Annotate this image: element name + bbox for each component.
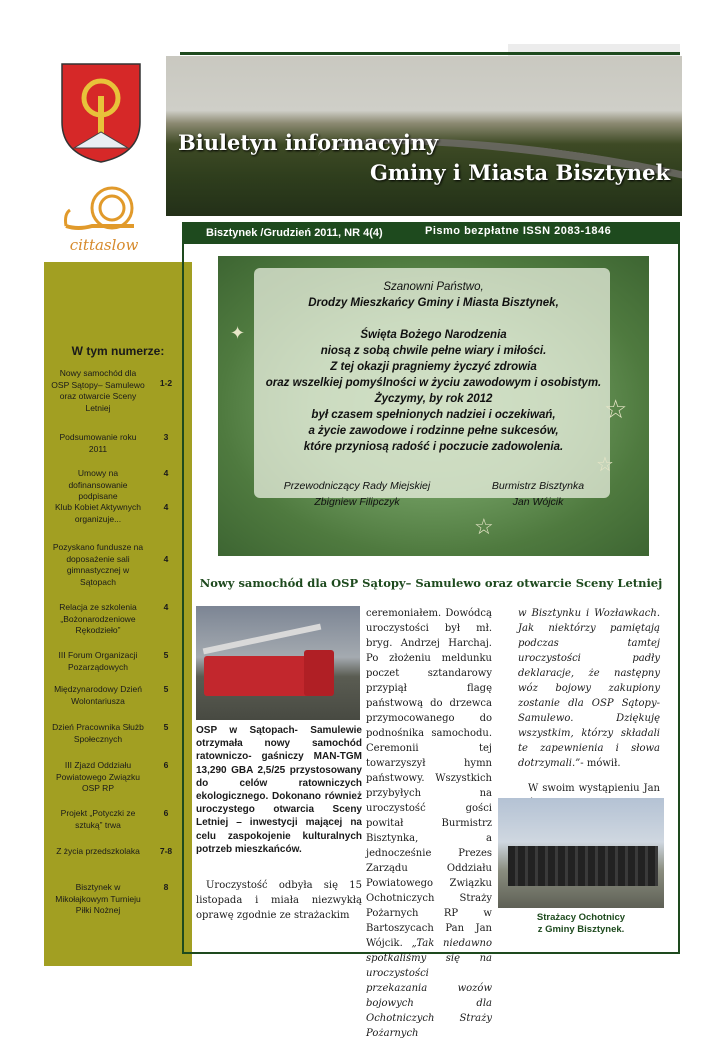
toc-item-title: Umowy na dofinansowanie podpisane xyxy=(68,468,128,501)
toc-item-title: Klub Kobiet Aktywnych organizuje... xyxy=(55,502,141,524)
photo-caption-line: z Gminy Bisztynek. xyxy=(537,924,625,935)
issn-label: Pismo bezpłatne ISSN 2083-1846 xyxy=(425,225,612,237)
greeting-line: oraz wszelkiej pomyślności w życiu zawodowym i osobistym. xyxy=(265,377,602,389)
star-icon: ☆ xyxy=(474,514,494,539)
toc-item-page: 8 xyxy=(163,882,169,892)
toc-item-page: 6 xyxy=(163,760,169,770)
toc-item-page: 4 xyxy=(163,468,169,478)
toc-item-title: Relacja ze szkolenia „Bożonarodzeniowe Rękodzieło” xyxy=(59,602,137,635)
signature-role: Przewodniczący Rady Miejskiej xyxy=(283,480,431,492)
header-banner xyxy=(166,56,682,216)
toc-item-page: 4 xyxy=(163,554,169,564)
star-icon: ✦ xyxy=(230,323,246,343)
toc-item-title: Projekt „Potyczki ze sztuką” trwa xyxy=(60,808,136,830)
article-quote: w Bisztynku i Wozławkach. Jak niektórzy pamiętają podczas tamtej uroczystości padły deklaracje, że następny wóz bojowy zakupiony zostanie dla OSP Sątopy- Samulewo. Dziękuję wszystkim, którzy składali te zapewnienia i słowa dotrzymali.” xyxy=(518,608,660,769)
toc-item-title: Z życia przedszkolaka xyxy=(56,846,140,856)
issue-info-bar xyxy=(182,222,680,244)
article-paragraph: - mówił. xyxy=(580,758,621,769)
star-icon: ☆ xyxy=(604,394,628,424)
article-headline: Nowy samochód dla OSP Sątopy– Samulewo oraz otwarcie Sceny Letniej xyxy=(199,576,663,590)
greeting-line: Z tej okazji pragniemy życzyć zdrowia xyxy=(330,361,537,373)
toc-item-page: 5 xyxy=(163,684,169,694)
toc-item-page: 5 xyxy=(163,722,169,732)
photo-caption-line: Strażacy Ochotnicy xyxy=(536,912,626,923)
toc-item-page: 4 xyxy=(163,602,169,612)
fire-truck-photo xyxy=(196,606,360,720)
greeting-line: a życie zawodowe i rodzinne pełne sukcesów, xyxy=(308,425,559,437)
sidebar-toc xyxy=(44,262,192,966)
issue-number: Bisztynek /Grudzień 2011, NR 4(4) xyxy=(206,227,383,239)
coat-of-arms-icon xyxy=(60,62,142,164)
toc-heading: W tym numerze: xyxy=(71,344,165,358)
top-decor-line xyxy=(180,52,680,55)
fire-truck xyxy=(204,656,332,696)
banner-title-line2: Gminy i Miasta Bisztynek xyxy=(370,160,671,185)
greeting-line: które przyniosą radość i poczucie zadowolenia. xyxy=(303,441,564,453)
greeting-line: Drodzy Mieszkańcy Gminy i Miasta Bisztynek, xyxy=(308,297,559,309)
toc-item-page: 5 xyxy=(163,650,169,660)
toc-item-title: III Forum Organizacji Pozarządowych xyxy=(58,650,138,672)
greeting-line: był czasem spełnionych nadziei i oczekiwań, xyxy=(311,409,556,421)
toc-item-title: Podsumowanie roku 2011 xyxy=(59,432,137,454)
article-paragraph: W swoim wystąpieniu Jan xyxy=(528,783,660,794)
signature-name: Zbigniew Filipczyk xyxy=(314,496,400,508)
article-text-col2 xyxy=(366,606,492,1041)
signature-role: Burmistrz Bisztynka xyxy=(491,480,585,492)
firefighters-photo xyxy=(498,798,664,908)
toc-item-page: 3 xyxy=(163,432,169,442)
signature-name: Jan Wójcik xyxy=(512,496,564,508)
toc-item-page: 4 xyxy=(163,502,169,512)
toc-item-page: 1-2 xyxy=(159,378,173,388)
greeting-line: Życzymy, by rok 2012 xyxy=(374,393,493,405)
toc-item-title: Międzynarodowy Dzień Wolontariusza xyxy=(54,684,142,706)
photo-caption: OSP w Sątopach- Samulewie otrzymała nowy samochód ratowniczo- gaśniczy MAN-TGM 13,290 GBA 2,5/25 przystosowany do celów ratowniczych ekologicznego. Dokonano również uroczystego otwarcia Sceny Letniej – inwestycji mającej na celu zaspokojenie kulturalnych potrzeb mieszkańców. xyxy=(196,725,362,855)
firefighters-group xyxy=(508,846,658,886)
article-paragraph: ceremoniałem. Dowódcą uroczystości był mł. bryg. Andrzej Harchaj. Po złożeniu meldunku poczet sztandarowy przypiął flagę państwową do drzewca przymocowanego do podnośnika samochodu. Ceremonii tej towarzyszył hymn państwowy. Wszystkich przybyłych na uroczystość gości powitał Burmistrz Bisztynka, a jednocześnie Prezes Zarządu Oddziału Powiatowego Związku Ochotniczych Straży Pożarnych RP w Bartoszycach Pan Jan Wójcik. xyxy=(366,608,492,949)
christmas-greeting-card xyxy=(218,256,649,556)
article-text-col3 xyxy=(518,606,660,811)
photo-caption xyxy=(498,912,664,936)
star-icon: ☆ xyxy=(596,454,614,476)
toc-item-page: 6 xyxy=(163,808,169,818)
cittaslow-logo xyxy=(58,178,150,258)
toc-item-page: 7-8 xyxy=(159,846,173,856)
article-text-col1 xyxy=(196,878,362,923)
article-paragraph: Uroczystość odbyła się 15 listopada i miała niezwykłą oprawę zgodnie ze strażackim xyxy=(196,880,362,921)
toc-item-title: Pozyskano fundusze na doposażenie sali gimnastycznej w Sątopach xyxy=(52,542,144,587)
greeting-line: Szanowni Państwo, xyxy=(383,281,484,293)
toc-item-title: III Zjazd Oddziału Powiatowego Związku OSP RP xyxy=(55,760,141,793)
greeting-line: niosą z sobą chwile pełne wiary i miłości. xyxy=(320,345,547,357)
toc-item-title: Dzień Pracownika Służb Społecznych xyxy=(52,722,144,744)
truck-ladder xyxy=(203,624,322,655)
banner-title-line1: Biuletyn informacyjny xyxy=(178,130,439,155)
toc-item-title: Nowy samochód dla OSP Sątopy– Samulewo oraz otwarcie Sceny Letniej xyxy=(51,368,145,413)
toc-item-title: Bisztynek w Mikołajkowym Turnieju Piłki Nożnej xyxy=(55,882,141,915)
greeting-line: Święta Bożego Narodzenia xyxy=(360,329,507,341)
cittaslow-text: cittaslow xyxy=(69,236,139,254)
article-quote: „Tak niedawno spotkaliśmy się na uroczystości przekazania wozów bojowych dla Ochotniczych Straży Pożarnych xyxy=(366,938,492,1039)
